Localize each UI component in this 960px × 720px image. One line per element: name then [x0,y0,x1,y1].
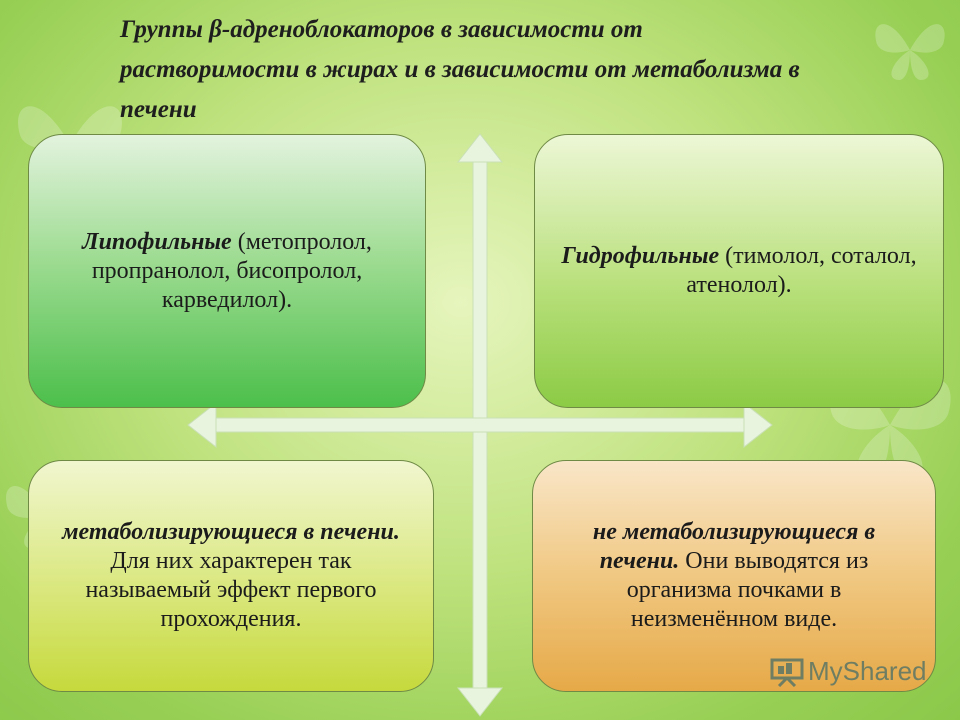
hydrophilic-text [555,242,923,300]
lipophilic-box [28,134,426,408]
hydrophilic-box [534,134,944,408]
hydrophilic-term: Гидрофильные [561,243,720,269]
presentation-screen-icon [770,657,804,687]
not-metabolized-text [553,518,915,634]
slide-title: Группы β-адреноблокаторов в зависимости от растворимости в жирах и в зависимости от метаболизма в печени [120,16,800,123]
hydrophilic-list: (тимолол, соталол, атенолол). [686,243,917,298]
lipophilic-term: Липофильные [82,228,232,255]
metabolized-box [28,460,434,692]
metabolized-term: метаболизирующиеся в печени. [62,519,400,545]
not-metabolized-term: не метаболизирующиеся в печени. [592,519,876,574]
metabolized-description: Для них характерен так называемый эффект первого прохождения. [85,548,377,632]
lipophilic-text [49,228,405,315]
metabolized-text [49,518,413,634]
lipophilic-list: (метопролол, пропранолол, бисопролол, карведилол). [91,228,372,313]
not-metabolized-description: Они выводятся из организма почками в неизменённом виде. [626,548,869,632]
watermark [770,656,927,687]
watermark-text: MyShared [808,656,927,686]
